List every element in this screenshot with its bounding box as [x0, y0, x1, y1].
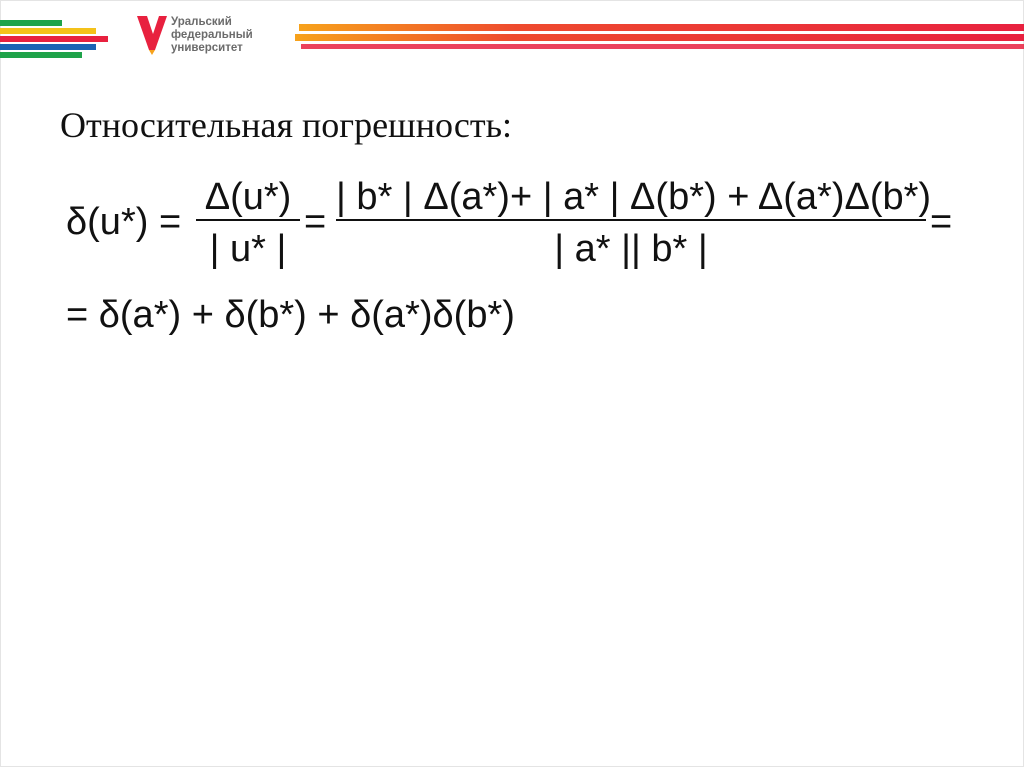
fraction-2-numerator: | b* | Δ(a*)+ | a* | Δ(b*) + Δ(a*)Δ(b*) [336, 176, 932, 218]
fraction-1-numerator: Δ(u*) [204, 176, 292, 218]
university-name-line3: университет [171, 42, 243, 54]
fraction-2-denominator: | a* || b* | [554, 228, 708, 270]
equals-sign-3: = [930, 201, 953, 243]
university-name-line2: федеральный [171, 29, 253, 41]
university-logo-icon [135, 14, 169, 56]
university-name-line1: Уральский [171, 16, 232, 28]
formula-line-2: = δ(a*) + δ(b*) + δ(a*)δ(b*) [66, 294, 515, 336]
fraction-1 [196, 178, 300, 216]
page-title: Относительная погрешность: [60, 105, 513, 145]
university-name [171, 16, 253, 55]
fraction-1-line [196, 219, 300, 221]
formula-lhs: δ(u*) = [66, 201, 182, 243]
fraction-1-denominator: | u* | [209, 228, 287, 270]
fraction-2 [336, 176, 932, 218]
header-stripes-right [295, 22, 1024, 52]
fraction-2-line [336, 219, 926, 221]
equals-sign-2: = [304, 201, 327, 243]
